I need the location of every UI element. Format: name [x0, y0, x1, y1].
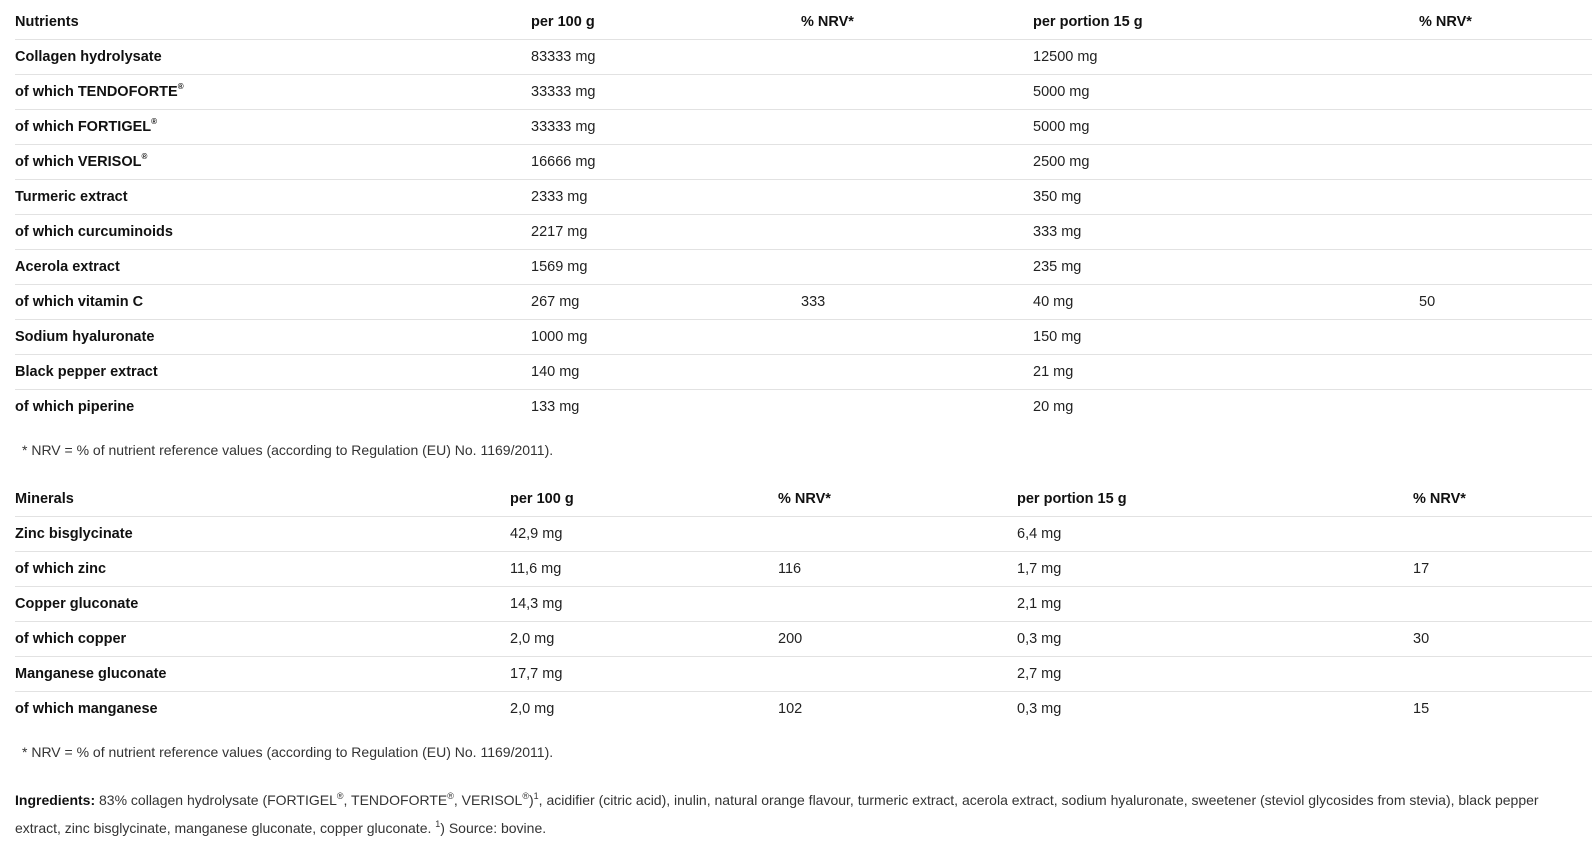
value-per-100g [510, 692, 778, 727]
value-per-portion-text: 1,7 mg [1017, 561, 1062, 577]
value-per-portion-text: 20 mg [1033, 399, 1074, 415]
footnote-mark: 1 [435, 819, 441, 829]
nrv-per-portion [1419, 180, 1592, 215]
value-per-portion-text: 333 mg [1033, 224, 1082, 240]
value-per-100g-text: 33333 mg [531, 119, 596, 135]
ingredients-label: Ingredients: [15, 792, 96, 808]
nutrient-name-text: of which zinc [15, 561, 107, 577]
nutrient-name-text: of which piperine [15, 399, 135, 415]
value-per-100g [531, 285, 801, 320]
table-row [15, 657, 1592, 692]
col-header-nrv-100g: % NRV* [778, 482, 1017, 517]
nutrient-name-text: Black pepper extract [15, 364, 158, 380]
value-per-portion [1033, 215, 1419, 250]
value-per-portion-text: 150 mg [1033, 329, 1082, 345]
nutrient-name-text: Copper gluconate [15, 596, 139, 612]
registered-mark: ® [141, 152, 148, 161]
value-per-portion [1033, 355, 1419, 390]
nrv-per-portion [1413, 517, 1592, 552]
value-per-100g [531, 215, 801, 250]
nrv-per-portion-text: 17 [1413, 561, 1430, 577]
table-row [15, 552, 1592, 587]
nrv-per-portion [1413, 552, 1592, 587]
value-per-portion [1017, 622, 1413, 657]
table-row [15, 320, 1592, 355]
nrv-per-100g [801, 180, 1033, 215]
nrv-per-100g [801, 285, 1033, 320]
value-per-portion [1033, 145, 1419, 180]
nrv-per-100g [801, 320, 1033, 355]
value-per-100g-text: 267 mg [531, 294, 580, 310]
nutrient-name [15, 320, 531, 355]
registered-mark: ® [522, 791, 529, 801]
footnote-mark: 1 [533, 791, 539, 801]
registered-mark: ® [151, 117, 158, 126]
value-per-100g-text: 2,0 mg [510, 631, 555, 647]
nutrient-name [15, 285, 531, 320]
nrv-per-portion [1419, 390, 1592, 425]
value-per-100g [510, 517, 778, 552]
nutrient-name-text: of which curcuminoids [15, 224, 173, 240]
col-header-nutrients: Nutrients [15, 5, 531, 40]
value-per-portion-text: 6,4 mg [1017, 526, 1062, 542]
nrv-per-100g [801, 250, 1033, 285]
value-per-100g [531, 390, 801, 425]
nrv-per-portion [1413, 587, 1592, 622]
table-row [15, 390, 1592, 425]
nrv-footnote: * NRV = % of nutrient reference values (according to Regulation (EU) No. 1169/2011). [22, 442, 554, 458]
table-row [15, 110, 1592, 145]
value-per-100g-text: 33333 mg [531, 84, 596, 100]
nrv-per-portion [1419, 215, 1592, 250]
ingredients-source: ) Source: bovine. [440, 820, 547, 836]
value-per-100g [531, 40, 801, 75]
value-per-100g-text: 2217 mg [531, 224, 588, 240]
nutrient-name [15, 622, 510, 657]
nutrient-name-text: of which copper [15, 631, 127, 647]
nrv-per-100g-text: 200 [778, 631, 803, 647]
table-row [15, 250, 1592, 285]
ingredients-fragment: , TENDOFORTE [343, 792, 448, 808]
nutrient-name [15, 180, 531, 215]
nrv-per-portion-text: 30 [1413, 631, 1430, 647]
nutrient-name [15, 145, 531, 180]
value-per-portion [1033, 285, 1419, 320]
value-per-portion-text: 21 mg [1033, 364, 1074, 380]
nrv-per-portion [1419, 145, 1592, 180]
table-row [15, 587, 1592, 622]
value-per-portion [1033, 180, 1419, 215]
col-header-per-portion: per portion 15 g [1033, 5, 1419, 40]
nrv-footnote: * NRV = % of nutrient reference values (according to Regulation (EU) No. 1169/2011). [22, 744, 554, 760]
nrv-per-portion [1413, 622, 1592, 657]
nutrient-name [15, 552, 510, 587]
value-per-portion-text: 40 mg [1033, 294, 1074, 310]
value-per-portion [1033, 110, 1419, 145]
value-per-portion [1033, 250, 1419, 285]
table-row [15, 285, 1592, 320]
value-per-portion-text: 5000 mg [1033, 119, 1090, 135]
col-header-nrv-100g: % NRV* [801, 5, 1033, 40]
nutrient-name [15, 250, 531, 285]
ingredients-fragment: 83% collagen hydrolysate (FORTIGEL [99, 792, 337, 808]
nutrient-name [15, 657, 510, 692]
nrv-per-portion [1419, 75, 1592, 110]
table-header-row [15, 5, 1592, 40]
col-header-minerals: Minerals [15, 482, 510, 517]
value-per-100g-text: 14,3 mg [510, 596, 563, 612]
value-per-100g-text: 17,7 mg [510, 666, 563, 682]
value-per-100g-text: 140 mg [531, 364, 580, 380]
col-header-per-portion: per portion 15 g [1017, 482, 1413, 517]
value-per-100g [531, 180, 801, 215]
nrv-per-100g [778, 622, 1017, 657]
value-per-100g [531, 355, 801, 390]
nrv-per-100g-text: 333 [801, 294, 826, 310]
value-per-portion-text: 2,1 mg [1017, 596, 1062, 612]
nrv-per-100g [801, 40, 1033, 75]
nutrient-name [15, 215, 531, 250]
nutrient-name-text: Sodium hyaluronate [15, 329, 155, 345]
table-row [15, 75, 1592, 110]
ingredients-fragment: , VERISOL [453, 792, 523, 808]
col-header-nrv-portion: % NRV* [1413, 482, 1592, 517]
table-row [15, 145, 1592, 180]
value-per-portion-text: 5000 mg [1033, 84, 1090, 100]
value-per-100g-text: 11,6 mg [510, 561, 562, 577]
nrv-per-100g [778, 657, 1017, 692]
value-per-100g-text: 133 mg [531, 399, 580, 415]
nrv-per-100g-text: 102 [778, 701, 803, 717]
nutrient-name-text: of which FORTIGEL [15, 119, 152, 135]
value-per-100g [510, 587, 778, 622]
nutrient-name-text: Acerola extract [15, 259, 120, 275]
table-row [15, 622, 1592, 657]
value-per-portion-text: 235 mg [1033, 259, 1082, 275]
nrv-per-portion-text: 50 [1419, 294, 1436, 310]
nrv-per-100g [778, 587, 1017, 622]
nutrient-name [15, 692, 510, 727]
nutrient-name [15, 517, 510, 552]
value-per-100g [510, 552, 778, 587]
nutrient-name-text: Zinc bisglycinate [15, 526, 133, 542]
value-per-100g-text: 16666 mg [531, 154, 596, 170]
value-per-portion-text: 350 mg [1033, 189, 1082, 205]
nutrient-name [15, 355, 531, 390]
nutrient-name-text: of which VERISOL [15, 154, 142, 170]
value-per-portion-text: 0,3 mg [1017, 701, 1062, 717]
ingredients-text [15, 786, 1575, 842]
nrv-per-portion [1419, 250, 1592, 285]
nrv-per-100g [801, 145, 1033, 180]
nutrient-name-text: Turmeric extract [15, 189, 128, 205]
nrv-per-100g [801, 110, 1033, 145]
value-per-100g [531, 250, 801, 285]
value-per-portion [1017, 587, 1413, 622]
nrv-per-100g [778, 552, 1017, 587]
nrv-per-portion [1419, 320, 1592, 355]
nrv-per-100g [801, 390, 1033, 425]
nrv-per-100g [801, 215, 1033, 250]
value-per-100g [531, 145, 801, 180]
nutrient-name-text: of which TENDOFORTE [15, 84, 178, 100]
nutrient-name-text: Collagen hydrolysate [15, 49, 162, 65]
value-per-100g-text: 1000 mg [531, 329, 588, 345]
nutrient-name [15, 390, 531, 425]
value-per-portion [1017, 517, 1413, 552]
nrv-per-portion [1419, 285, 1592, 320]
value-per-portion [1017, 657, 1413, 692]
registered-mark: ® [447, 791, 454, 801]
value-per-100g-text: 42,9 mg [510, 526, 563, 542]
nutrient-name [15, 75, 531, 110]
table-row [15, 40, 1592, 75]
nutrient-name [15, 587, 510, 622]
value-per-portion [1033, 320, 1419, 355]
value-per-portion-text: 2,7 mg [1017, 666, 1062, 682]
table-row [15, 180, 1592, 215]
table-row [15, 215, 1592, 250]
nrv-per-100g-text: 116 [778, 561, 802, 577]
table-row [15, 517, 1592, 552]
nutrition-info [15, 0, 1592, 842]
registered-mark: ® [177, 82, 184, 91]
ingredients-fragment: , acidifier (citric acid), inulin, natural orange flavour, turmeric extract, acerola extract, sodium hyaluronate, sweetener (steviol glycosides from stevia), black pepper extract, zinc bisglycinate, manganese gluconate, copper gluconate. [15, 792, 1539, 836]
value-per-100g [531, 110, 801, 145]
nrv-per-portion [1419, 110, 1592, 145]
value-per-100g [510, 657, 778, 692]
nutrient-name-text: of which manganese [15, 701, 158, 717]
nrv-per-portion [1413, 692, 1592, 727]
nrv-per-portion [1419, 40, 1592, 75]
value-per-portion-text: 12500 mg [1033, 49, 1098, 65]
nrv-per-portion [1413, 657, 1592, 692]
nrv-per-100g [778, 517, 1017, 552]
value-per-100g [531, 75, 801, 110]
ingredients-fragment: ) [528, 792, 534, 808]
value-per-portion [1017, 692, 1413, 727]
value-per-portion [1033, 75, 1419, 110]
registered-mark: ® [336, 791, 344, 801]
nutrient-name [15, 40, 531, 75]
value-per-100g-text: 2333 mg [531, 189, 588, 205]
nrv-per-100g [801, 75, 1033, 110]
nutrient-name-text: Manganese gluconate [15, 666, 167, 682]
nrv-per-100g [801, 355, 1033, 390]
table-header-row [15, 482, 1592, 517]
nrv-per-portion [1419, 355, 1592, 390]
nutrients-table [15, 5, 1592, 424]
value-per-100g-text: 2,0 mg [510, 701, 555, 717]
value-per-100g-text: 1569 mg [531, 259, 588, 275]
minerals-table [15, 482, 1592, 726]
value-per-100g [531, 320, 801, 355]
col-header-nrv-portion: % NRV* [1419, 5, 1592, 40]
table-row [15, 692, 1592, 727]
value-per-100g [510, 622, 778, 657]
nutrient-name [15, 110, 531, 145]
value-per-portion [1033, 40, 1419, 75]
value-per-100g-text: 83333 mg [531, 49, 596, 65]
value-per-portion-text: 0,3 mg [1017, 631, 1062, 647]
nrv-per-100g [778, 692, 1017, 727]
table-row [15, 355, 1592, 390]
value-per-portion-text: 2500 mg [1033, 154, 1090, 170]
value-per-portion [1017, 552, 1413, 587]
value-per-portion [1033, 390, 1419, 425]
col-header-per-100g: per 100 g [531, 5, 801, 40]
col-header-per-100g: per 100 g [510, 482, 778, 517]
nutrient-name-text: of which vitamin C [15, 294, 144, 310]
nrv-per-portion-text: 15 [1413, 701, 1430, 717]
